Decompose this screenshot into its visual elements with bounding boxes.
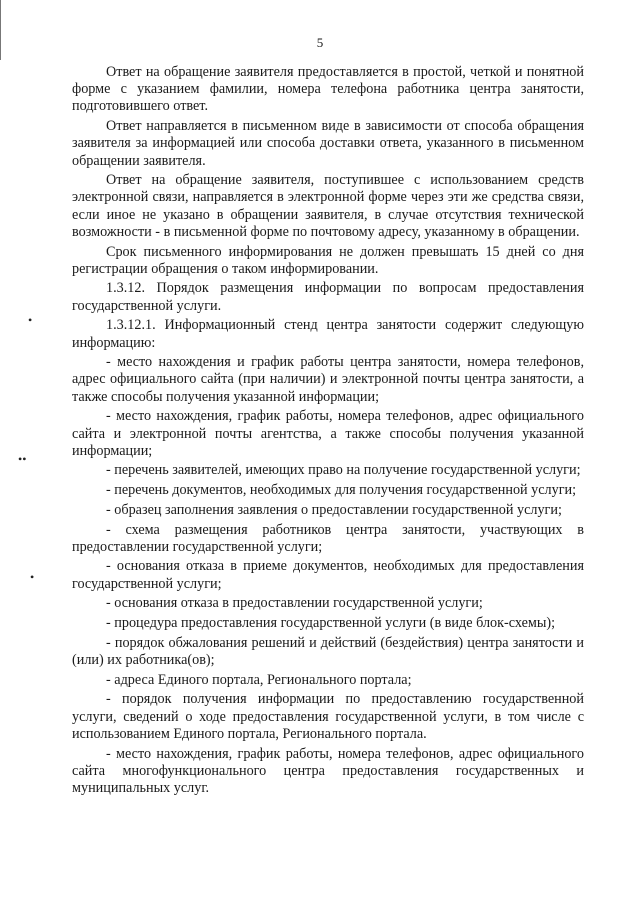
list-item: - адреса Единого портала, Регионального портала; (106, 671, 412, 688)
scan-edge (0, 0, 1, 60)
list-item: - место нахождения и график работы центра занятости, номера телефонов, адрес официального сайта (при наличии) и электронной почты центра занятости, а также способы получения указанной информации; (72, 354, 584, 405)
list-item: - перечень заявителей, имеющих право на получение государственной услуги; (106, 462, 581, 479)
paragraph: Ответ на обращение заявителя предоставляется в простой, четкой и понятной форме с указанием фамилии, номера телефона работника центра занятости, подготовившего ответ. (72, 64, 584, 115)
scan-speck: •• (18, 452, 27, 466)
subsection-heading: 1.3.12.1. Информационный стенд центра занятости содержит следующую информацию: (72, 317, 584, 351)
list-item: - основания отказа в приеме документов, необходимых для предоставления государственной услуги; (72, 558, 584, 592)
scan-speck: • (28, 313, 33, 327)
document-body (72, 64, 584, 800)
list-item: - место нахождения, график работы, номера телефонов, адрес официального сайта многофункционального центра предоставления государственных и муниципальных услуг. (72, 745, 584, 796)
list-item: - порядок получения информации по предоставлению государственной услуги, сведений о ходе предоставления государственной услуги, в том числе с использованием Единого портала, Регионального портала. (72, 691, 584, 742)
list-item: - основания отказа в предоставлении государственной услуги; (106, 595, 483, 612)
section-heading: 1.3.12. Порядок размещения информации по вопросам предоставления государственной услуги. (72, 280, 584, 314)
paragraph: Ответ направляется в письменном виде в зависимости от способа обращения заявителя за информацией или способа доставки ответа, указанного в письменном обращении заявителя. (72, 118, 584, 169)
page-number: 5 (316, 35, 324, 50)
scan-speck: • (30, 570, 35, 584)
list-item: - порядок обжалования решений и действий (бездействия) центра занятости и (или) их работника(ов); (72, 634, 584, 668)
list-item: - место нахождения, график работы, номера телефонов, адрес официального сайта и электронной почты агентства, а также способы получения указанной информации; (72, 408, 584, 459)
list-item: - процедура предоставления государственной услуги (в виде блок-схемы); (106, 615, 556, 632)
paragraph: Ответ на обращение заявителя, поступившее с использованием средств электронной связи, направляется в электронной форме через эти же средства связи, если иное не указано в обращении заявителя, в случае отсутствия технической возможности - в письменной форме по почтовому адресу, указанному в обращении. (72, 172, 584, 240)
list-item: - перечень документов, необходимых для получения государственной услуги; (106, 482, 577, 499)
list-item: - схема размещения работников центра занятости, участвующих в предоставлении государственной услуги; (72, 521, 584, 555)
list-item: - образец заполнения заявления о предоставлении государственной услуги; (106, 501, 562, 518)
paragraph: Срок письменного информирования не должен превышать 15 дней со дня регистрации обращения о таком информировании. (72, 243, 584, 277)
